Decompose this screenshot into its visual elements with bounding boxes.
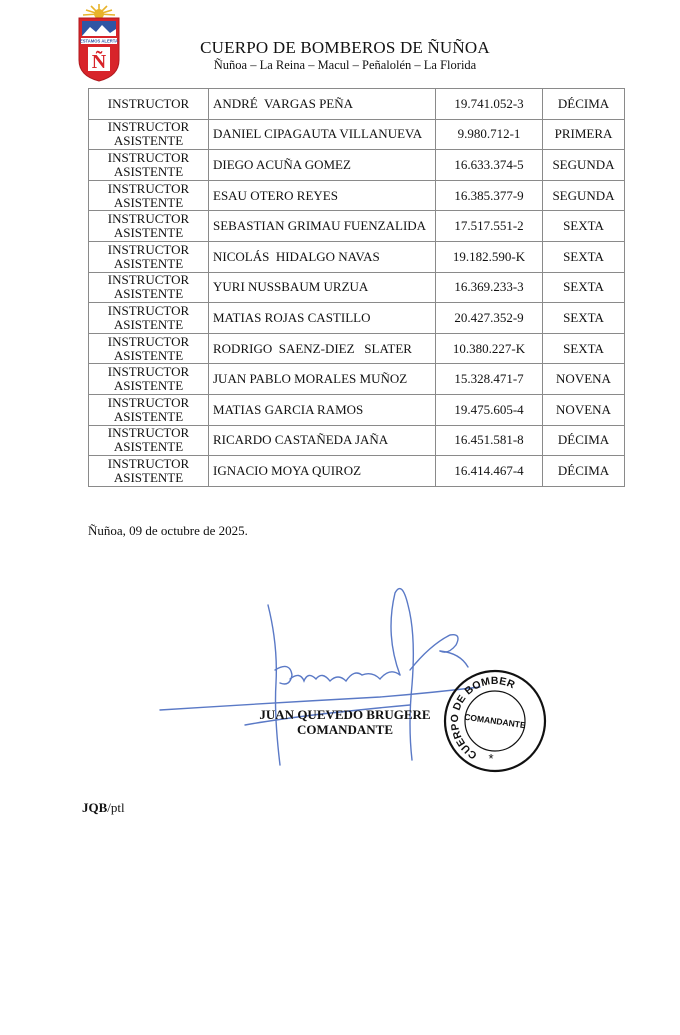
name-cell: YURI NUSSBAUM URZUA [209, 272, 436, 303]
table-row [89, 364, 625, 395]
name-cell: MATIAS ROJAS CASTILLO [209, 303, 436, 334]
role-line: ASISTENTE [113, 255, 184, 271]
role-cell [89, 180, 209, 211]
name-cell: RICARDO CASTAÑEDA JAÑA [209, 425, 436, 456]
organization-name: CUERPO DE BOMBEROS DE ÑUÑOA [200, 38, 490, 57]
name-cell: NICOLÁS HIDALGO NAVAS [209, 241, 436, 272]
seal-star-icon: * [488, 751, 494, 766]
date-line: Ñuñoa, 09 de octubre de 2025. [88, 523, 248, 538]
company-cell: SEXTA [543, 211, 625, 242]
table-row [89, 180, 625, 211]
rut-cell: 19.475.605-4 [436, 394, 543, 425]
company-cell: SEXTA [543, 241, 625, 272]
role-line: INSTRUCTOR [107, 95, 190, 111]
company-cell: NOVENA [543, 394, 625, 425]
table-row [89, 333, 625, 364]
role-line: ASISTENTE [113, 347, 184, 363]
role-cell [89, 89, 209, 120]
role-cell [89, 364, 209, 395]
typist-initials: /ptl [107, 800, 125, 815]
name-cell: DIEGO ACUÑA GOMEZ [209, 150, 436, 181]
name-cell: RODRIGO SAENZ-DIEZ SLATER [209, 333, 436, 364]
commander-seal [443, 669, 547, 773]
role-line: ASISTENTE [113, 194, 184, 210]
role-line: ASISTENTE [113, 286, 184, 302]
role-cell [89, 241, 209, 272]
crest-motto: ESTAMOS ALERTA [79, 38, 119, 44]
role-line: INSTRUCTOR [107, 119, 190, 135]
rut-cell: 19.741.052-3 [436, 89, 543, 120]
role-line: INSTRUCTOR [107, 211, 190, 227]
company-cell: SEGUNDA [543, 180, 625, 211]
role-line: INSTRUCTOR [107, 241, 190, 257]
role-line: INSTRUCTOR [107, 364, 190, 380]
name-cell: IGNACIO MOYA QUIROZ [209, 456, 436, 487]
role-cell [89, 119, 209, 150]
role-cell [89, 456, 209, 487]
role-line: ASISTENTE [113, 163, 184, 179]
rut-cell: 16.451.581-8 [436, 425, 543, 456]
rut-cell: 15.328.471-7 [436, 364, 543, 395]
author-initials: JQB [82, 800, 108, 815]
name-cell: ANDRÉ VARGAS PEÑA [209, 89, 436, 120]
role-line: ASISTENTE [113, 378, 184, 394]
role-line: ASISTENTE [113, 225, 184, 241]
name-cell: ESAU OTERO REYES [209, 180, 436, 211]
table-row [89, 456, 625, 487]
role-line: INSTRUCTOR [107, 272, 190, 288]
role-line: INSTRUCTOR [107, 302, 190, 318]
name-cell: SEBASTIAN GRIMAU FUENZALIDA [209, 211, 436, 242]
table-row [89, 425, 625, 456]
role-line: INSTRUCTOR [107, 455, 190, 471]
rut-cell: 17.517.551-2 [436, 211, 543, 242]
instructor-roster-table [88, 88, 625, 487]
signatory-title: COMANDANTE [296, 722, 394, 737]
rut-cell: 19.182.590-K [436, 241, 543, 272]
role-line: ASISTENTE [113, 133, 184, 149]
role-line: INSTRUCTOR [107, 180, 190, 196]
role-line: INSTRUCTOR [107, 149, 190, 165]
role-line: ASISTENTE [113, 439, 184, 455]
role-line: INSTRUCTOR [107, 394, 190, 410]
role-line: INSTRUCTOR [107, 333, 190, 349]
company-cell: SEXTA [543, 303, 625, 334]
fire-brigade-crest-icon [74, 2, 124, 82]
role-line: INSTRUCTOR [107, 425, 190, 441]
rut-cell: 16.633.374-5 [436, 150, 543, 181]
handwritten-signature [150, 575, 490, 775]
table-row [89, 119, 625, 150]
rut-cell: 16.385.377-9 [436, 180, 543, 211]
company-cell: SEXTA [543, 333, 625, 364]
role-line: ASISTENTE [113, 316, 184, 332]
role-line: ASISTENTE [113, 408, 184, 424]
name-cell: JUAN PABLO MORALES MUÑOZ [209, 364, 436, 395]
seal-ring-text: CUERPO DE BOMBEROS [448, 674, 517, 762]
table-row [89, 241, 625, 272]
crest-letter: Ñ [91, 51, 107, 73]
role-cell [89, 333, 209, 364]
rut-cell: 9.980.712-1 [436, 119, 543, 150]
rut-cell: 20.427.352-9 [436, 303, 543, 334]
table-row [89, 150, 625, 181]
roster-body [89, 89, 625, 487]
name-cell: DANIEL CIPAGAUTA VILLANUEVA [209, 119, 436, 150]
table-row [89, 303, 625, 334]
rut-cell: 16.414.467-4 [436, 456, 543, 487]
table-row [89, 272, 625, 303]
role-cell [89, 272, 209, 303]
role-cell [89, 150, 209, 181]
company-cell: DÉCIMA [543, 89, 625, 120]
role-cell [89, 425, 209, 456]
table-row [89, 211, 625, 242]
signatory-block [240, 707, 450, 737]
company-cell: PRIMERA [543, 119, 625, 150]
company-cell: DÉCIMA [543, 425, 625, 456]
company-cell: SEXTA [543, 272, 625, 303]
role-line: ASISTENTE [113, 469, 184, 485]
role-cell [89, 211, 209, 242]
company-cell: NOVENA [543, 364, 625, 395]
role-cell [89, 394, 209, 425]
organization-communes: Ñuñoa – La Reina – Macul – Peñalolén – La Florida [213, 58, 477, 72]
reference-initials [82, 800, 125, 816]
table-row [89, 89, 625, 120]
role-cell [89, 303, 209, 334]
rut-cell: 10.380.227-K [436, 333, 543, 364]
table-row [89, 394, 625, 425]
name-cell: MATIAS GARCIA RAMOS [209, 394, 436, 425]
rut-cell: 16.369.233-3 [436, 272, 543, 303]
seal-center-text: COMANDANTE [463, 711, 527, 731]
signatory-name: JUAN QUEVEDO BRUGERE [259, 707, 431, 722]
company-cell: SEGUNDA [543, 150, 625, 181]
company-cell: DÉCIMA [543, 456, 625, 487]
